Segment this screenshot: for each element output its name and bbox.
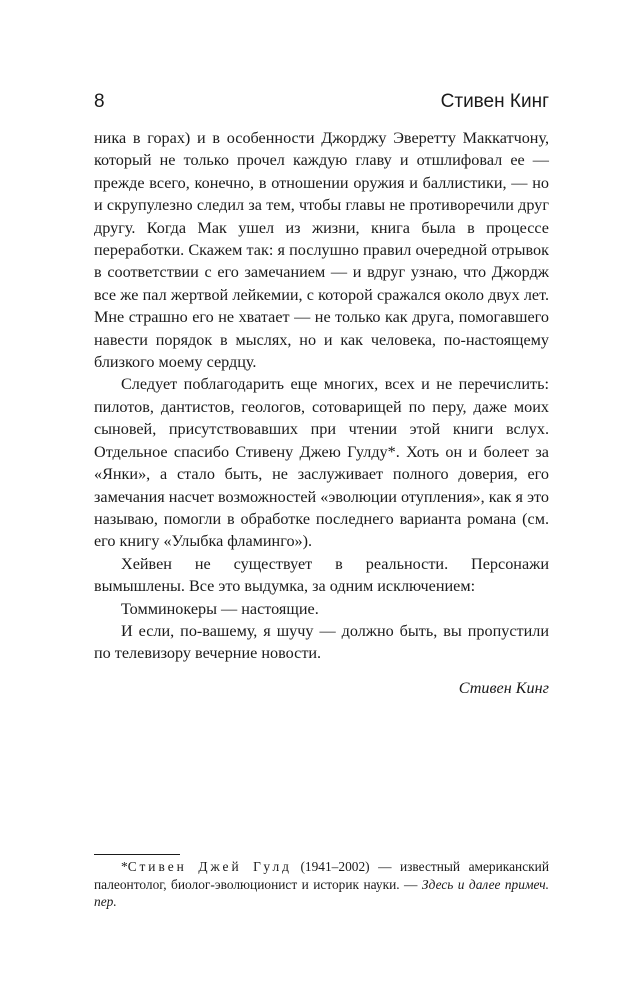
footnote <box>94 858 549 911</box>
footnote-divider <box>94 854 180 855</box>
page-header <box>94 91 549 119</box>
paragraph-5: И если, по-вашему, я шучу — должно быть, вы пропустили по телевизору вечерние новости. <box>94 621 549 663</box>
footnote-name: Стивен Джей Гулд <box>127 859 292 874</box>
footnote-note: Здесь и далее примеч. пер. <box>94 876 550 910</box>
footnote-text: (1941–2002) — известный американский палеонтолог, биолог-эволюционист и историк науки. — <box>94 859 549 892</box>
body-text <box>94 127 549 699</box>
page-number: 8 <box>94 91 105 112</box>
paragraph-2: Следует поблагодарить еще многих, всех и не перечислить: пилотов, дантистов, геологов, сотоварищей по перу, даже моих сыновей, присутствовавших при чтении этой книги вслух. Отдельное спасибо Стивену Джею Гулду*. Хоть он и болеет за «Янки», а стало быть, не заслуживает полного доверия, его замечания насчет возможностей «эволюции отупления», как я это называю, помогли в обработке последнего варианта романа (см. его книгу «Улыбка фламинго»). <box>94 375 549 551</box>
footnote-marker: * <box>121 859 128 874</box>
paragraph-4: Томминокеры — настоящие. <box>121 599 319 618</box>
paragraph-1: ника в горах) и в особенности Джорджу Эверетту Маккатчону, который не только прочел каждую главу и отшлифовал ее — прежде всего, конечно, в отношении оружия и баллистики, — но и скрупулезно следил за тем, чтобы главы не противоречили друг другу. Когда Мак ушел из жизни, книга была в процессе переработки. Скажем так: я послушно правил очередной отрывок в соответствии с его замечанием — и вдруг узнаю, что Джордж все же пал жертвой лейкемии, с которой сражался около двух лет. Мне страшно его не хватает — не только как друга, помогавшего навести порядок в мыслях, но и как человека, по-настоящему близкого моему сердцу. <box>94 129 549 372</box>
paragraph-3: Хейвен не существует в реальности. Персонажи вымышлены. Все это выдумка, за одним исключением: <box>94 554 549 596</box>
running-head: Стивен Кинг <box>440 91 549 112</box>
author-signature: Стивен Кинг <box>458 678 549 697</box>
